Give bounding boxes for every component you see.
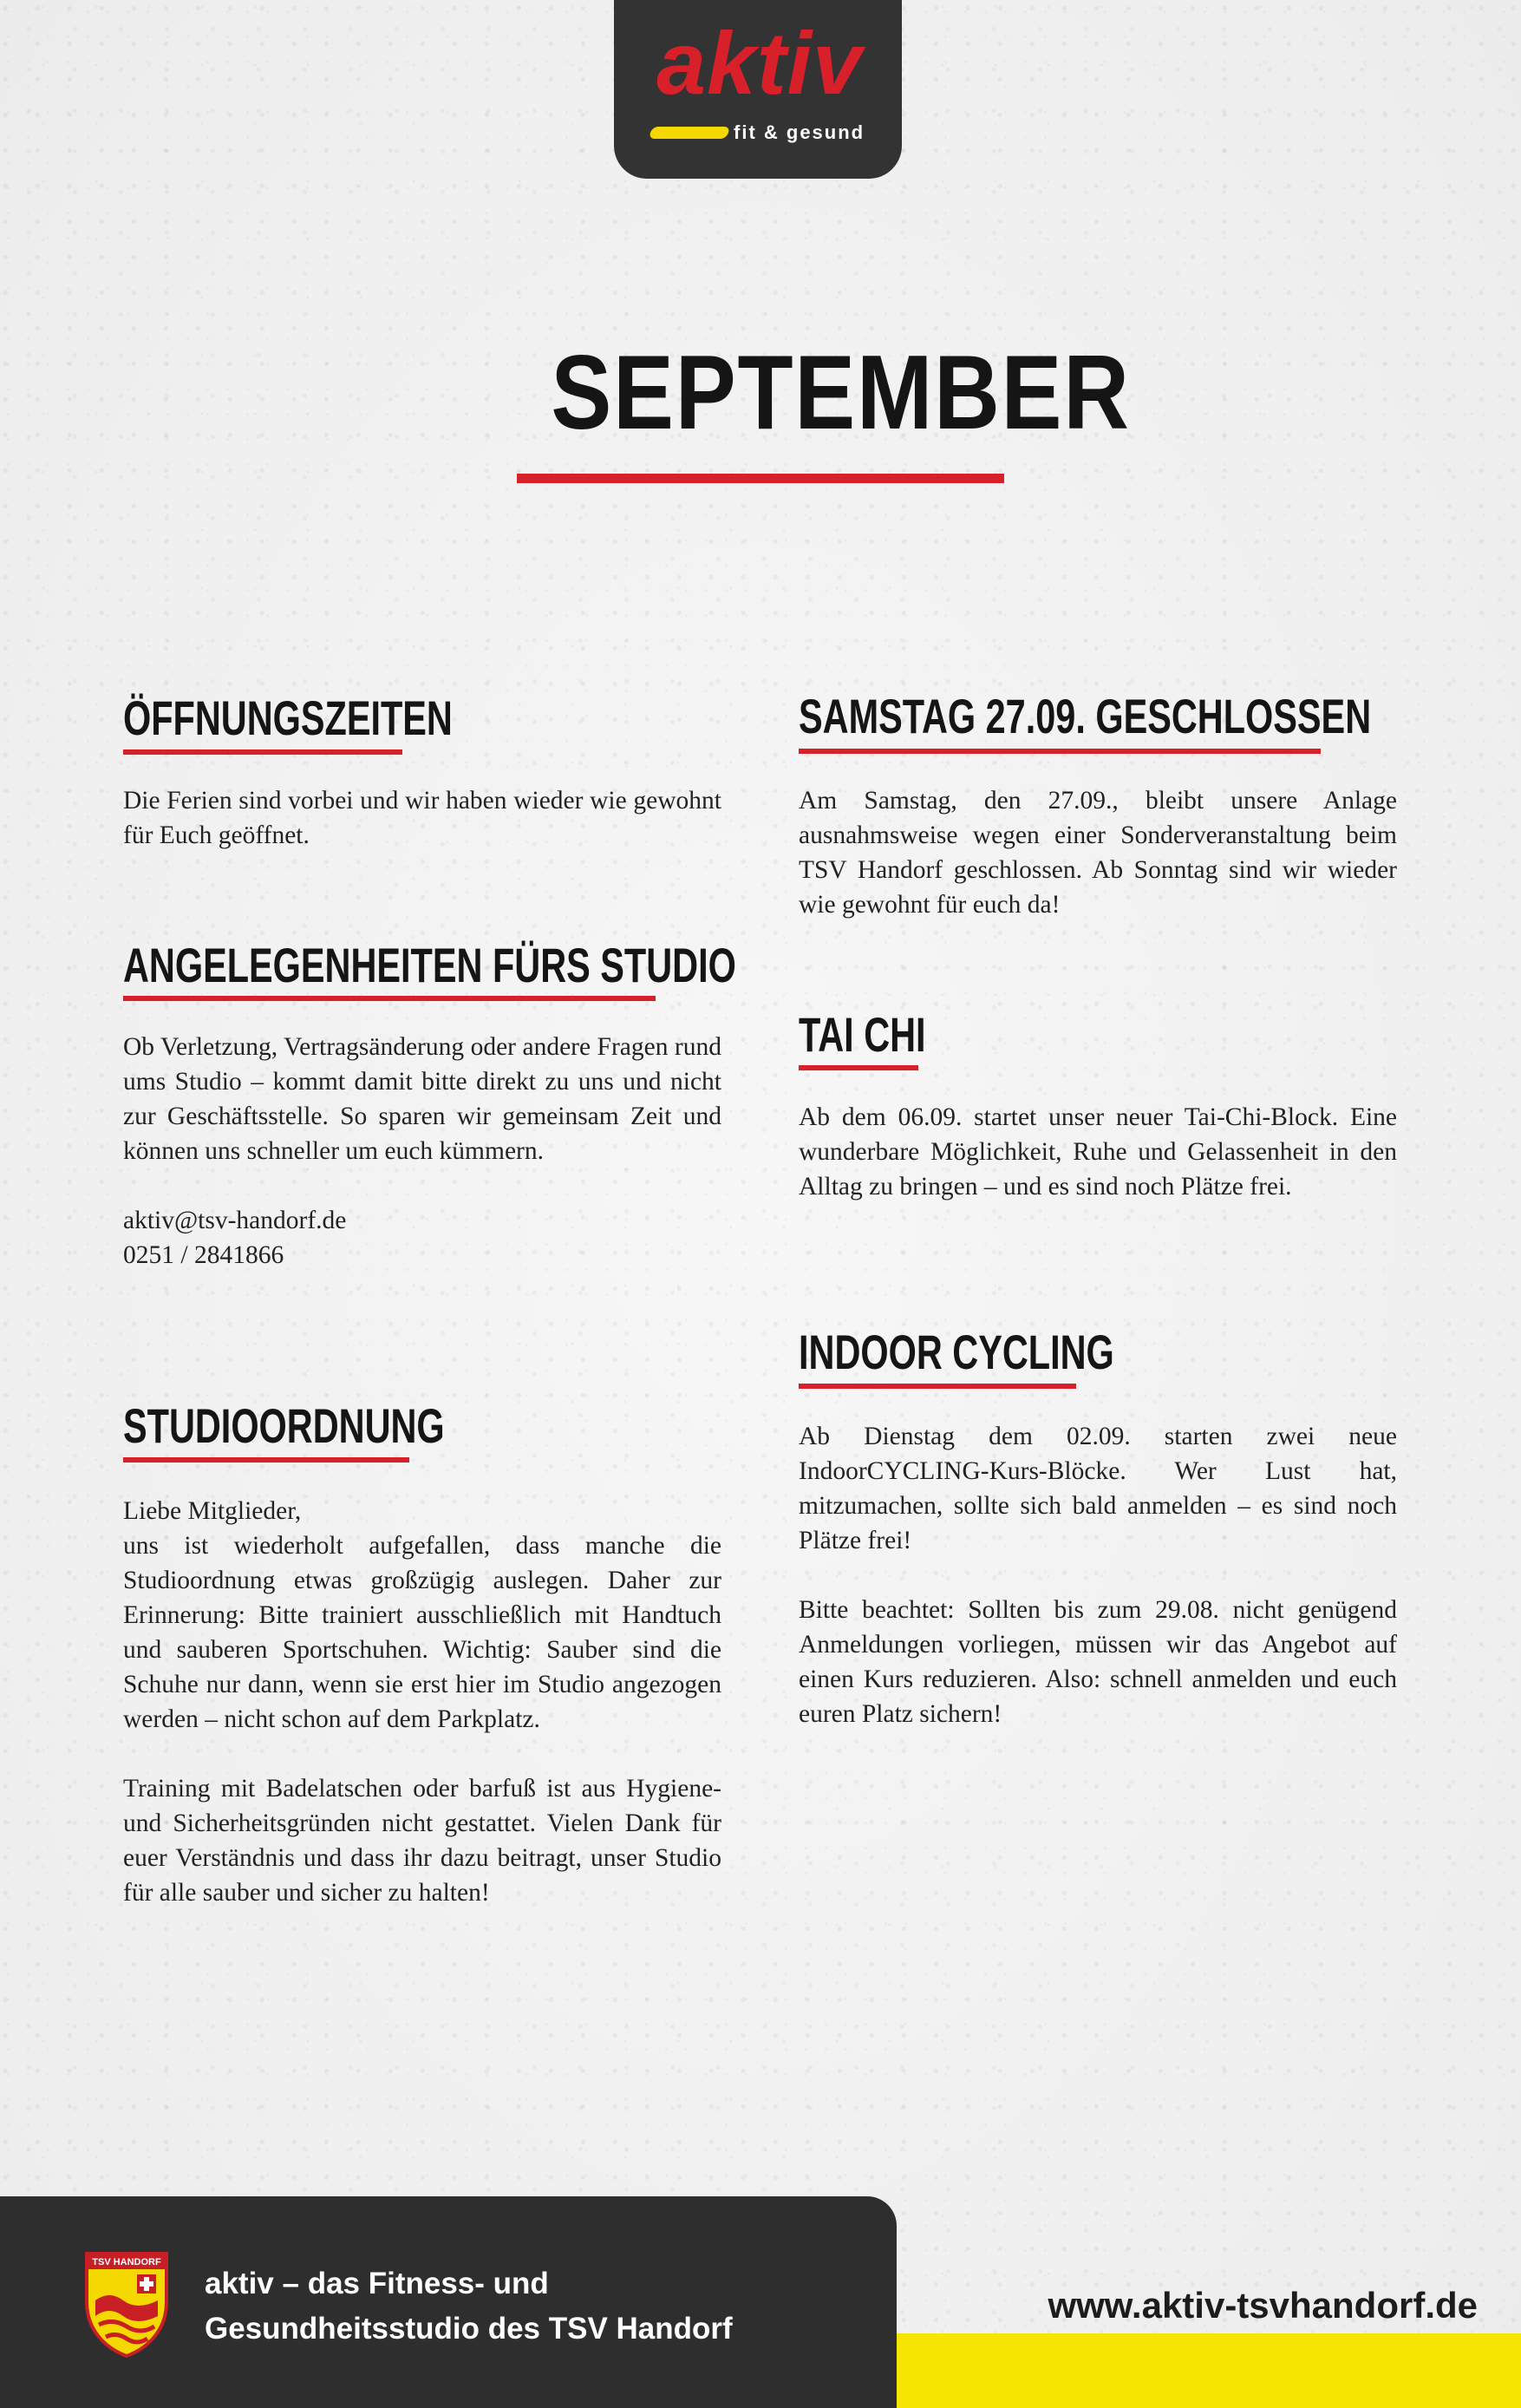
heading-underline <box>123 749 402 755</box>
footer-tagline: aktiv – das Fitness- und Gesundheitsstudio des TSV Handorf <box>205 2267 733 2346</box>
studio-rules-text: Liebe Mitglieder, uns ist wiederholt aufgefallen, dass manche die Studioordnung etwas großzügig auslegen. Daher zur Erinnerung: Bitte trainiert ausschließlich mit Handtuch und sauberen Sportschuhen. Wichtig: Sauber sind die Schuhe nur dann, wenn sie erst hier im Studio angezogen werden – nicht schon auf dem Parkplatz. Training mit Badelatschen oder barfuß ist aus Hygiene- und Sicherheitsgründen nicht gestattet. Vielen Dank für euer Verständnis und dass ihr dazu beitragt, unser Studio für alle sauber und sicher zu halten! <box>123 1497 721 1907</box>
heading-underline <box>123 1457 409 1462</box>
heading-underline <box>799 749 1321 754</box>
studio-matters-text: Ob Verletzung, Vertragsänderung oder andere Fragen rund ums Studio – kommt damit bitte direkt zu uns und nicht zur Geschäftsstelle. So sparen wir gemeinsam Zeit und können uns schneller um euch kümmern. aktiv@tsv-handorf.de 0251 / 2841866 <box>123 1030 721 1273</box>
heading-indoor-cycling: INDOOR CYCLING <box>799 1325 1114 1379</box>
footer-yellow-band <box>897 2333 1521 2408</box>
tai-chi-text: Ab dem 06.09. startet unser neuer Tai-Chi-Block. Eine wunderbare Möglichkeit, Ruhe und Gelassenheit in den Alltag zu bringen – und es sind noch Plätze frei. <box>799 1103 1397 1201</box>
logo-wordmark: aktiv <box>656 14 863 113</box>
heading-underline <box>799 1065 918 1070</box>
contact-email[interactable]: aktiv@tsv-handorf.de <box>123 1207 347 1234</box>
heading-underline <box>799 1384 1076 1389</box>
opening-hours-text: Die Ferien sind vorbei und wir haben wieder wie gewohnt für Euch geöffnet. <box>123 787 721 849</box>
page-title: SEPTEMBER <box>551 333 1131 451</box>
indoor-cycling-text: Ab Dienstag dem 02.09. starten zwei neue IndoorCYCLING-Kurs-Blöcke. Wer Lust hat, mitzumachen, sollte sich bald anmelden – es sind noch Plätze frei! Bitte beachtet: Sollten bis zum 29.08. nicht genügend Anmeldungen vorliegen, müssen wir das Angebot auf einen Kurs reduzieren. Also: schnell anmelden und euch euren Platz sichern! <box>799 1423 1397 1728</box>
title-underline <box>517 474 1004 483</box>
heading-tai-chi: TAI CHI <box>799 1007 926 1062</box>
heading-studio-rules: STUDIOORDNUNG <box>123 1398 445 1453</box>
crest-label: TSV HANDORF <box>92 2257 161 2267</box>
heading-underline <box>123 996 656 1001</box>
footer-website-link[interactable]: www.aktiv-tsvhandorf.de <box>1048 2285 1478 2326</box>
closed-saturday-text: Am Samstag, den 27.09., bleibt unsere Anlage ausnahmsweise wegen einer Sonderveranstaltung beim TSV Handorf geschlossen. Ab Sonntag sind wir wieder wie gewohnt für euch da! <box>799 787 1397 919</box>
brand-logo <box>614 0 902 179</box>
heading-studio-matters: ANGELEGENHEITEN FÜRS STUDIO <box>123 938 736 992</box>
tsv-handorf-crest-icon <box>83 2248 170 2358</box>
heading-closed-saturday: SAMSTAG 27.09. GESCHLOSSEN <box>799 689 1372 743</box>
contact-phone[interactable]: 0251 / 2841866 <box>123 1241 284 1269</box>
logo-accent-bar <box>649 127 731 139</box>
heading-opening-hours: ÖFFNUNGSZEITEN <box>123 690 453 745</box>
logo-tagline: fit & gesund <box>734 121 865 143</box>
